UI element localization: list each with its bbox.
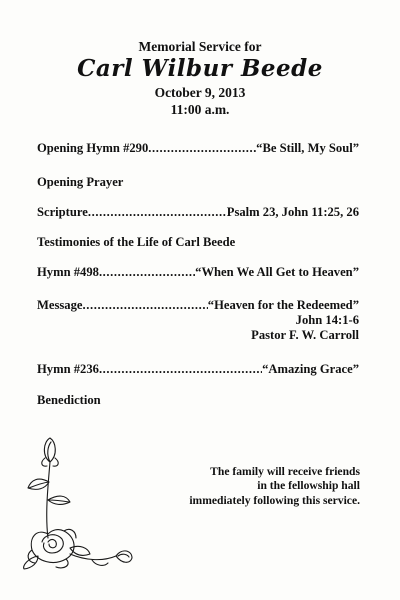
deceased-name: Carl Wilbur Beede — [77, 55, 323, 82]
message-title: “Heaven for the Redeemed” — [207, 298, 359, 312]
reception-line-2: in the fellowship hall — [257, 479, 360, 493]
hymn-236-label: Hymn #236 — [37, 362, 99, 376]
opening-prayer: Opening Prayer — [37, 175, 124, 189]
hymn-498-row — [37, 265, 359, 280]
hymn-498-title: “When We All Get to Heaven” — [195, 265, 359, 279]
leader-dots — [148, 141, 256, 156]
scripture-reference: Psalm 23, John 11:25, 26 — [226, 205, 359, 219]
hymn-236-title: “Amazing Grace” — [262, 362, 359, 376]
reception-note — [189, 465, 360, 508]
rose-icon — [18, 436, 134, 570]
reception-line-1: The family will receive friends — [210, 465, 360, 478]
opening-hymn-title: “Be Still, My Soul” — [256, 141, 359, 155]
leader-dots — [99, 265, 195, 280]
message-reference: John 14:1-6 — [295, 313, 359, 327]
leader-dots — [82, 298, 207, 313]
service-date: October 9, 2013 — [154, 85, 246, 100]
reception-line-3: immediately following this service. — [189, 493, 360, 507]
scripture-label: Scripture — [37, 205, 88, 219]
message-row — [37, 298, 359, 343]
opening-hymn-label: Opening Hymn #290 — [37, 141, 149, 155]
message-label: Message — [37, 298, 83, 312]
message-speaker: Pastor F. W. Carroll — [251, 328, 359, 342]
opening-hymn-row — [37, 141, 359, 156]
testimonies: Testimonies of the Life of Carl Beede — [37, 235, 236, 249]
service-time: 11:00 a.m. — [170, 102, 230, 117]
header-title: Memorial Service for — [138, 39, 262, 54]
scripture-row — [37, 205, 359, 220]
leader-dots — [99, 362, 262, 377]
leader-dots — [88, 205, 227, 220]
benediction: Benediction — [37, 393, 101, 407]
hymn-236-row — [37, 362, 359, 377]
program-header — [0, 38, 400, 118]
hymn-498-label: Hymn #498 — [37, 265, 99, 279]
